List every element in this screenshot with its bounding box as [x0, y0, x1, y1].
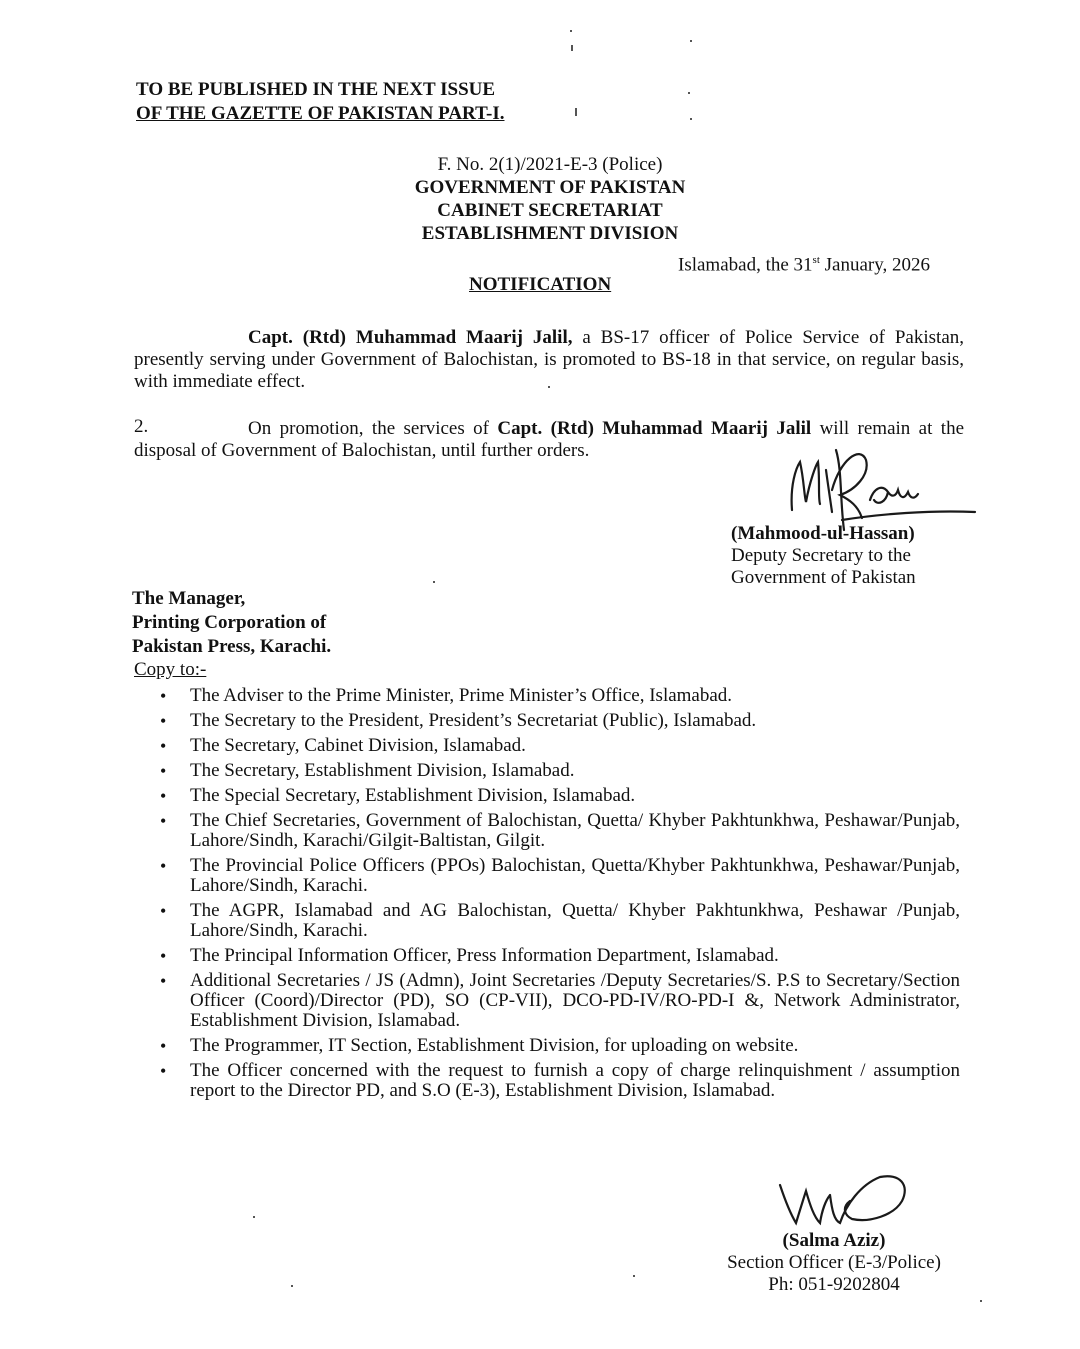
- signatory-2-phone: Ph: 051-9202804: [768, 1274, 900, 1295]
- gazette-header-line2: OF THE GAZETTE OF PAKISTAN PART-I.: [136, 103, 505, 124]
- cabinet-title: CABINET SECRETARIAT: [437, 200, 663, 221]
- file-number: F. No. 2(1)/2021-E-3 (Police): [437, 154, 663, 175]
- officer-name-2: Capt. (Rtd) Muhammad Maarij Jalil: [497, 418, 812, 439]
- scan-speck: [690, 118, 692, 120]
- list-item: • The Special Secretary, Establishment Division, Islamabad.: [160, 785, 636, 806]
- division-title: ESTABLISHMENT DIVISION: [421, 223, 679, 244]
- bullet-icon: •: [160, 786, 167, 806]
- addressee-block: [132, 587, 331, 659]
- bullet-icon: •: [160, 761, 167, 781]
- scan-speck: [980, 1300, 982, 1302]
- scan-speck: [433, 581, 435, 583]
- signatory-1-org: Government of Pakistan: [731, 567, 916, 588]
- bullet-icon: •: [160, 736, 167, 756]
- bullet-icon: •: [160, 901, 167, 921]
- copy-to-label: Copy to:-: [134, 659, 207, 680]
- bullet-icon: •: [160, 811, 167, 831]
- list-item: • The Chief Secretaries, Government of Balochistan, Quetta/ Khyber Pakhtunkhwa, Peshawar/Punjab, Lahore/Sindh, Karachi/Gilgit-Baltistan, Gilgit.: [160, 810, 960, 851]
- copy-to-list: [160, 686, 960, 1106]
- gazette-header: [136, 78, 505, 126]
- bullet-icon: •: [160, 971, 167, 991]
- signatory-2-name: (Salma Aziz): [782, 1230, 886, 1251]
- paragraph-2: On promotion, the services of Capt. (Rtd) Muhammad Maarij Jalil will remain at the disposal of Government of Balochistan, until further orders.: [134, 418, 965, 461]
- signatory-2-block: [709, 1230, 959, 1296]
- bullet-icon: •: [160, 686, 167, 706]
- bullet-icon: •: [160, 856, 167, 876]
- bullet-icon: •: [160, 946, 167, 966]
- scan-speck: [291, 1285, 293, 1287]
- bullet-icon: •: [160, 1036, 167, 1056]
- scan-speck: [575, 108, 577, 116]
- date-line: Islamabad, the 31st January, 2026: [678, 254, 930, 276]
- addressee-line1: The Manager,: [132, 588, 246, 609]
- government-title: GOVERNMENT OF PAKISTAN: [414, 177, 686, 198]
- scan-speck: [253, 1216, 255, 1218]
- letterhead: [300, 153, 800, 245]
- scan-speck: [690, 40, 692, 42]
- list-item: • Additional Secretaries / JS (Admn), Joint Secretaries /Deputy Secretaries/S. P.S to Secretary/Section Officer (Coord)/Director (PD), SO (CP-VII), DCO-PD-IV/RO-PD-I &, Network Administrator, Establishment Division, Islamabad.: [160, 970, 960, 1031]
- bullet-icon: •: [160, 1061, 167, 1081]
- scan-speck: [688, 92, 690, 94]
- scan-speck: [571, 45, 573, 51]
- signatory-2-designation: Section Officer (E-3/Police): [727, 1252, 941, 1273]
- list-item: • The Adviser to the Prime Minister, Prime Minister’s Office, Islamabad.: [160, 685, 733, 706]
- signatory-1-name: (Mahmood-ul-Hassan): [731, 523, 915, 544]
- list-item: • The Secretary to the President, President’s Secretariat (Public), Islamabad.: [160, 710, 757, 731]
- bullet-icon: •: [160, 711, 167, 731]
- list-item: • The Secretary, Establishment Division, Islamabad.: [160, 760, 575, 781]
- notification-title: NOTIFICATION: [469, 274, 612, 295]
- signatory-1-designation: Deputy Secretary to the: [731, 545, 911, 566]
- list-item: • The Programmer, IT Section, Establishment Division, for uploading on website.: [160, 1035, 799, 1056]
- list-item: • The AGPR, Islamabad and AG Balochistan, Quetta/ Khyber Pakhtunkhwa, Peshawar /Punjab, Lahore/Sindh, Karachi.: [160, 900, 960, 941]
- paragraph-1: Capt. (Rtd) Muhammad Maarij Jalil, a BS-17 officer of Police Service of Pakistan, presently serving under Government of Balochistan, is promoted to BS-18 in that service, on regular basis, with immediate effect.: [134, 327, 964, 392]
- officer-name: Capt. (Rtd) Muhammad Maarij Jalil,: [248, 327, 573, 348]
- signatory-1-block: [731, 523, 916, 589]
- scan-speck: [570, 30, 572, 32]
- addressee-line3: Pakistan Press, Karachi.: [132, 636, 332, 657]
- scan-speck: [633, 1275, 635, 1277]
- scan-speck: [548, 386, 550, 388]
- paragraph-2-number: 2.: [134, 416, 149, 437]
- list-item: • The Provincial Police Officers (PPOs) Balochistan, Quetta/Khyber Pakhtunkhwa, Peshawar/Punjab, Lahore/Sindh, Karachi.: [160, 855, 960, 896]
- gazette-header-line1: TO BE PUBLISHED IN THE NEXT ISSUE: [136, 79, 496, 100]
- list-item: • The Secretary, Cabinet Division, Islamabad.: [160, 735, 526, 756]
- list-item: • The Principal Information Officer, Press Information Department, Islamabad.: [160, 945, 779, 966]
- addressee-line2: Printing Corporation of: [132, 612, 327, 633]
- list-item: • The Officer concerned with the request to furnish a copy of charge relinquishment / assumption report to the Director PD, and S.O (E-3), Establishment Division, Islamabad.: [160, 1060, 960, 1101]
